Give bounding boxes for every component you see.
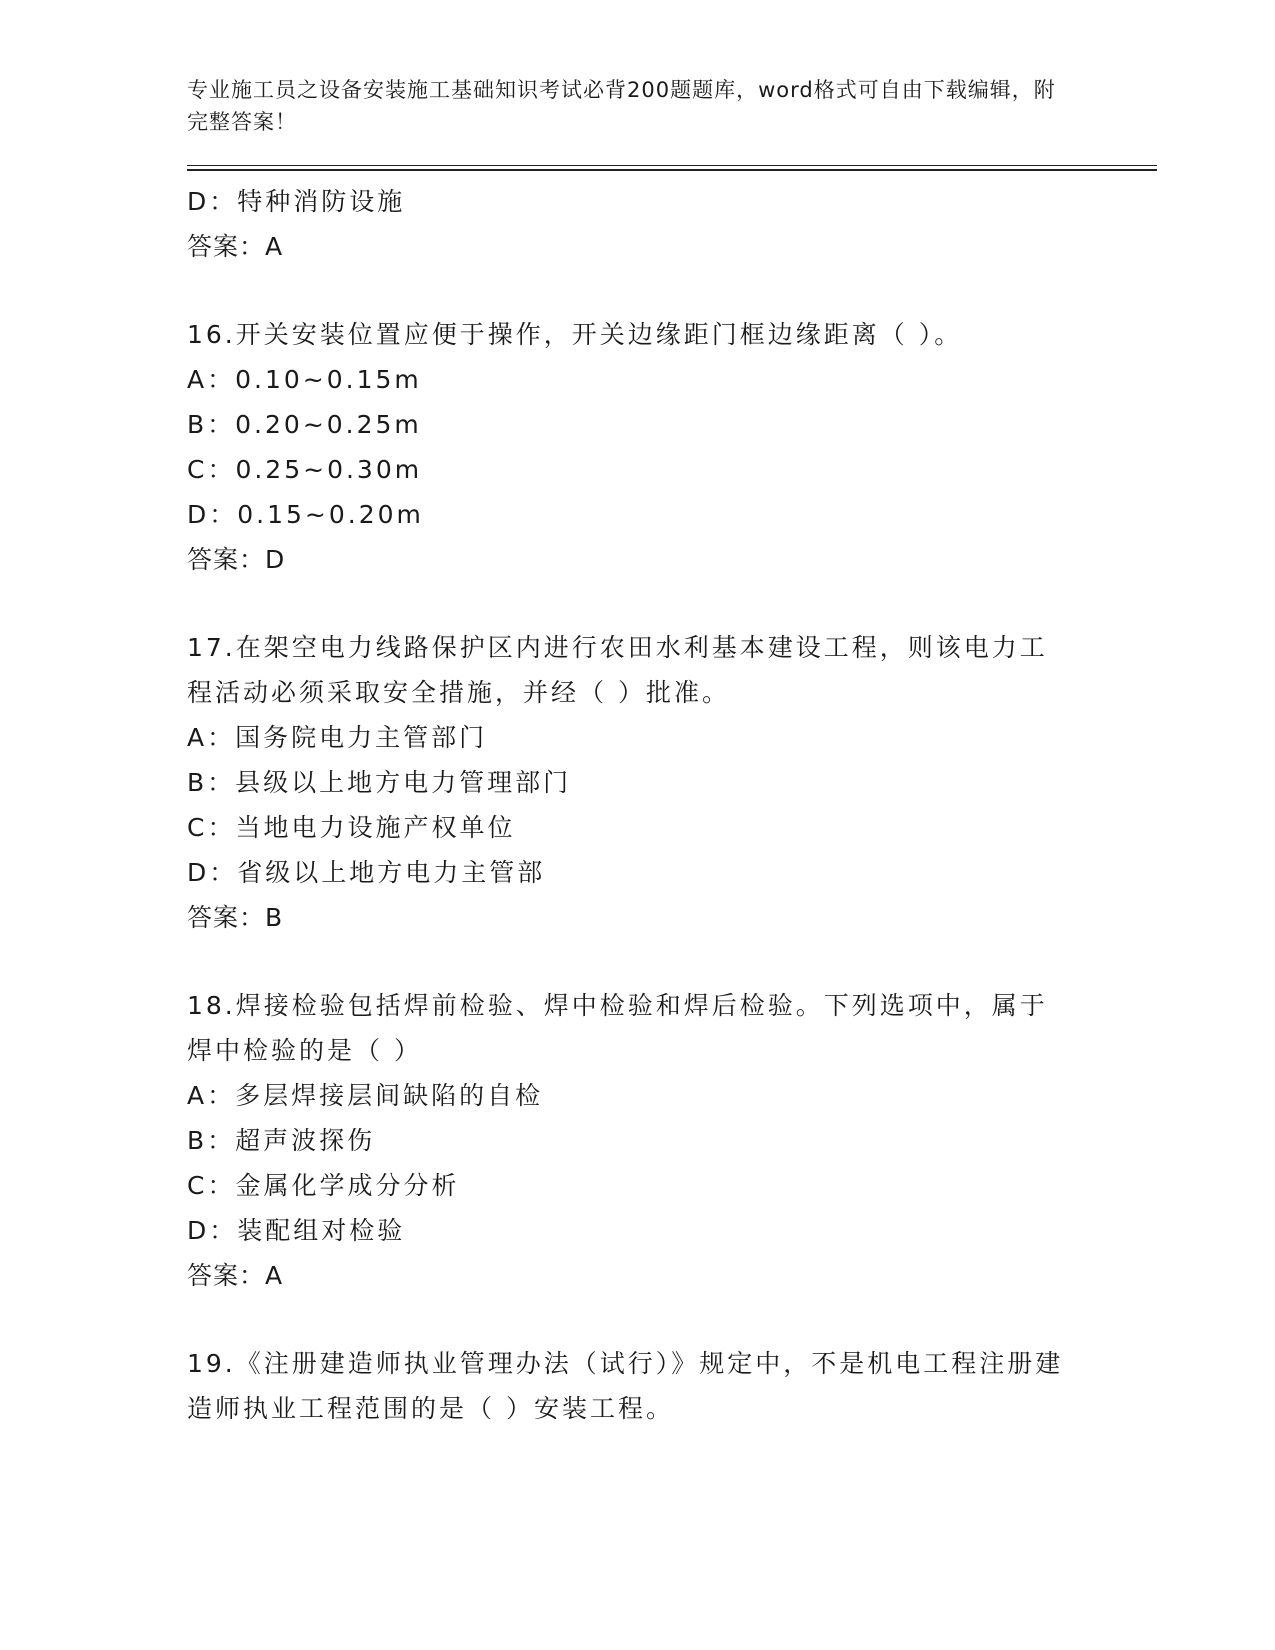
option-b: B：县级以上地方电力管理部门 (187, 768, 572, 797)
question-18 (187, 983, 1157, 1298)
spacer (187, 940, 1157, 983)
question-text: 18.焊接检验包括焊前检验、焊中检验和焊后检验。下列选项中，属于焊中检验的是（ ） (187, 991, 1048, 1065)
spacer (187, 1298, 1157, 1341)
answer: 答案：A (187, 1261, 284, 1290)
option-a: A：0.10~0.15m (187, 365, 422, 394)
question-text: 19.《注册建造师执业管理办法（试行）》规定中，不是机电工程注册建造师执业工程范围的是（ ）安装工程。 (187, 1349, 1064, 1423)
spacer (187, 582, 1157, 625)
prev-answer: 答案：A (187, 232, 284, 261)
option-a: A：国务院电力主管部门 (187, 723, 488, 752)
option-c: C：当地电力设施产权单位 (187, 813, 516, 842)
option-a: A：多层焊接层间缺陷的自检 (187, 1081, 544, 1110)
option-c: C：金属化学成分分析 (187, 1171, 460, 1200)
option-d: D：装配组对检验 (187, 1216, 406, 1245)
answer: 答案：B (187, 903, 284, 932)
option-b: B：0.20~0.25m (187, 410, 422, 439)
question-16 (187, 312, 1157, 582)
prev-option-d: D：特种消防设施 (187, 187, 406, 216)
question-17 (187, 625, 1157, 940)
question-text: 16.开关安装位置应便于操作，开关边缘距门框边缘距离（ ）。 (187, 320, 963, 349)
header-rule-thin (187, 165, 1157, 166)
document-page (187, 74, 1157, 1431)
spacer (187, 269, 1157, 312)
document-body (187, 179, 1157, 1431)
option-b: B：超声波探伤 (187, 1126, 376, 1155)
answer: 答案：D (187, 545, 286, 574)
question-text: 17.在架空电力线路保护区内进行农田水利基本建设工程，则该电力工程活动必须采取安全措施，并经（ ）批准。 (187, 633, 1048, 707)
option-d: D：0.15~0.20m (187, 500, 424, 529)
document-header: 专业施工员之设备安装施工基础知识考试必背200题题库，word格式可自由下载编辑，附完整答案！ (187, 78, 1056, 134)
option-d: D：省级以上地方电力主管部 (187, 858, 546, 887)
header-rule-thick (187, 169, 1157, 171)
option-c: C：0.25~0.30m (187, 455, 423, 484)
question-19 (187, 1341, 1157, 1431)
